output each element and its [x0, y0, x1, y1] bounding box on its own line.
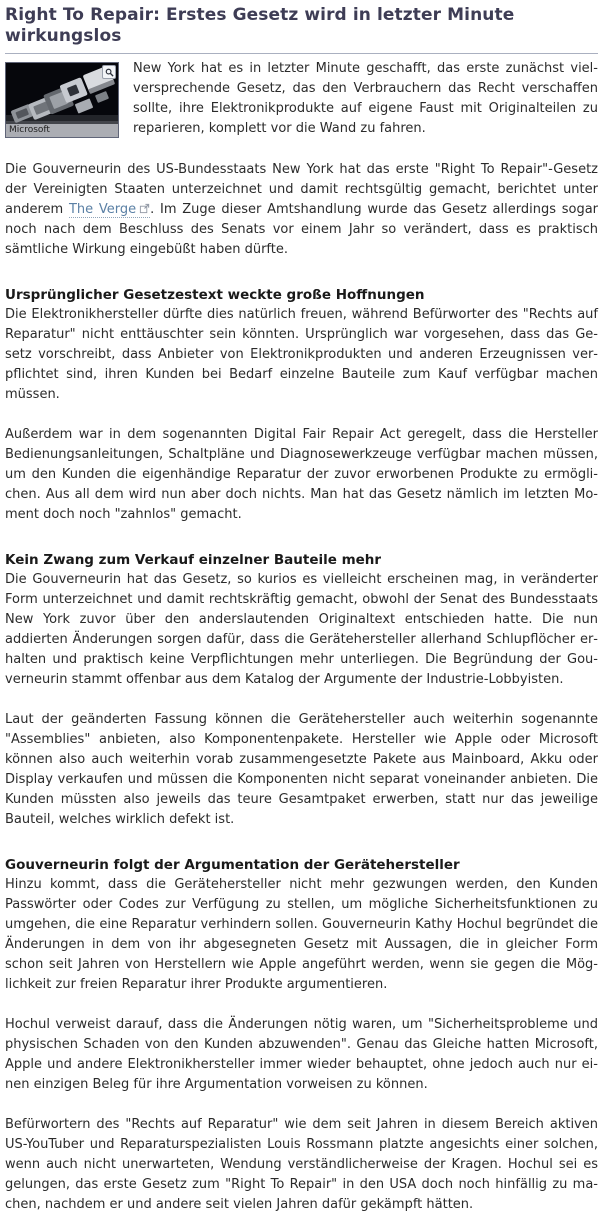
intro-section [5, 59, 598, 140]
external-link-icon [139, 203, 150, 214]
lead-text-before: Die Gouverneurin des US-Bundesstaats New York hat das erste "Right To Repair"-Gesetz der Vereinigten Staaten unterzeichnet und damit rechtsgültig gemacht, berichtet unter anderem [5, 162, 598, 217]
section-heading-1: Ursprünglicher Gesetzestext weckte große Hoffnungen [5, 287, 425, 303]
article-thumbnail[interactable] [5, 62, 119, 138]
section-heading-2: Kein Zwang zum Verkauf einzelner Bauteile mehr [5, 552, 382, 568]
section-2-paragraph-2: Laut der geänderten Fassung können die Gerätehersteller auch weiterhin sogenannte "Assemblies" anbieten, also Komponentenpakete. Hersteller wie Apple oder Microsoft können also auch weiterhin vorab zusammengesetzte Pakete aus Mainboard, Akku oder Display verkaufen und müssen die Komponenten nicht separat voneinander anbieten. Die Kunden müssten also jeweils das teure Gesamtpaket erwerben, statt nur das jeweilige Bauteil, welches wirklich defekt ist. [5, 712, 598, 827]
section-3-paragraph-1: Hinzu kommt, dass die Gerätehersteller nicht mehr gezwungen werden, den Kunden Passwörter oder Codes zur Verfügung zu stellen, um mögliche Sicherheitsfunktionen zu umgehen, die eine Reparatur verhindern sollen. Gouverneurin Kathy Hochul begründet die Änderungen in dem von ihr abgesegneten Gesetz mit Aussagen, die in gleicher Form schon seit Jahren von Herstellern wie Apple angeführt werden, wenn sie gegen die Möglichkeit zur freien Reparatur ihrer Produkte argumentieren. [5, 877, 598, 992]
the-verge-link-label: The Verge [68, 202, 137, 217]
magnifier-icon[interactable] [102, 65, 116, 79]
section-heading-3: Gouverneurin folgt der Argumentation der Gerätehersteller [5, 857, 460, 873]
section-3-paragraph-3: Befürwortern des "Rechts auf Reparatur" wie dem seit Jahren in diesem Bereich aktiven US-YouTuber und Reparaturspezialisten Louis Rossmann platzte angesichts einer solchen, wenn auch nicht unerwarteten, Wendung verständlicherweise der Kragen. Hochul sei es gelungen, das erste Gesetz zum "Right To Repair" in den USA doch noch hinfällig zu machen, nachdem er und andere seit vielen Jahren dafür gekämpft hätten. [5, 1117, 598, 1212]
section-2-paragraph-1: Die Gouverneurin hat das Gesetz, so kurios es vielleicht erscheinen mag, in veränderter Form unterzeichnet und damit rechtskräftig gemacht, obwohl der Senat des Bundesstaats New York zuvor über den anderslautenden Originaltext entschieden hatte. Die nun addierten Änderungen sorgen dafür, dass die Gerätehersteller allerhand Schlupflöcher erhalten und praktisch keine Verpflichtungen mehr unterliegen. Die Begründung der Gouverneurin stammt offenbar aus dem Katalog der Argumente der Industrie-Lobbyisten. [5, 572, 598, 687]
section-1-paragraph-2: Außerdem war in dem sogenannten Digital Fair Repair Act geregelt, dass die Hersteller Bedienungsanleitungen, Schaltpläne und Diagnosewerkzeuge verfügbar machen müssen, um den Kunden die eigenhändige Reparatur der zuvor erworbenen Produkte zu ermöglichen. Aus all dem wird nun aber doch nichts. Man hat das Gesetz nämlich im letzten Moment doch noch "zahnlos" gemacht. [5, 427, 598, 522]
intro-paragraph: New York hat es in letzter Minute geschafft, das erste zunächst vielversprechende Gesetz, das den Verbrauchern das Recht verschaffen sollte, ihre Elektronikprodukte auf eigene Faust mit Originalteilen zu reparieren, komplett vor die Wand zu fahren. [133, 61, 598, 136]
article-title: Right To Repair: Erstes Gesetz wird in letzter Minute wirkungslos [5, 4, 598, 54]
section-3-paragraph-2: Hochul verweist darauf, dass die Änderungen nötig waren, um "Sicherheitsprobleme und physischen Schaden von den Kunden abzuwenden". Genau das Gleiche hatten Microsoft, Apple und andere Elektronikhersteller immer wieder behauptet, ohne jedoch auch nur einen einzigen Beleg für ihre Argumentation vorweisen zu können. [5, 1017, 598, 1092]
section-1-paragraph-1: Die Elektronikhersteller dürfte dies natürlich freuen, während Befürworter des "Rechts auf Reparatur" nicht enttäuschter sein könnten. Ursprünglich war vorgesehen, dass das Gesetz vorschreibt, dass Anbieter von Elektronikprodukten und anderen Erzeugnissen verpflichtet sind, ihren Kunden bei Bedarf einzelne Bauteile zum Kauf verfügbar machen müssen. [5, 307, 598, 402]
lead-paragraph [5, 160, 598, 260]
the-verge-link[interactable] [69, 202, 150, 218]
lead-text-after: . Im Zuge dieser Amtshandlung wurde das Gesetz allerdings sogar noch nach dem Beschluss des Senats vor einem Jahr so verändert, dass es praktisch sämtliche Wirkung eingebüßt haben dürfte. [5, 202, 599, 257]
image-caption: Microsoft [6, 124, 118, 137]
